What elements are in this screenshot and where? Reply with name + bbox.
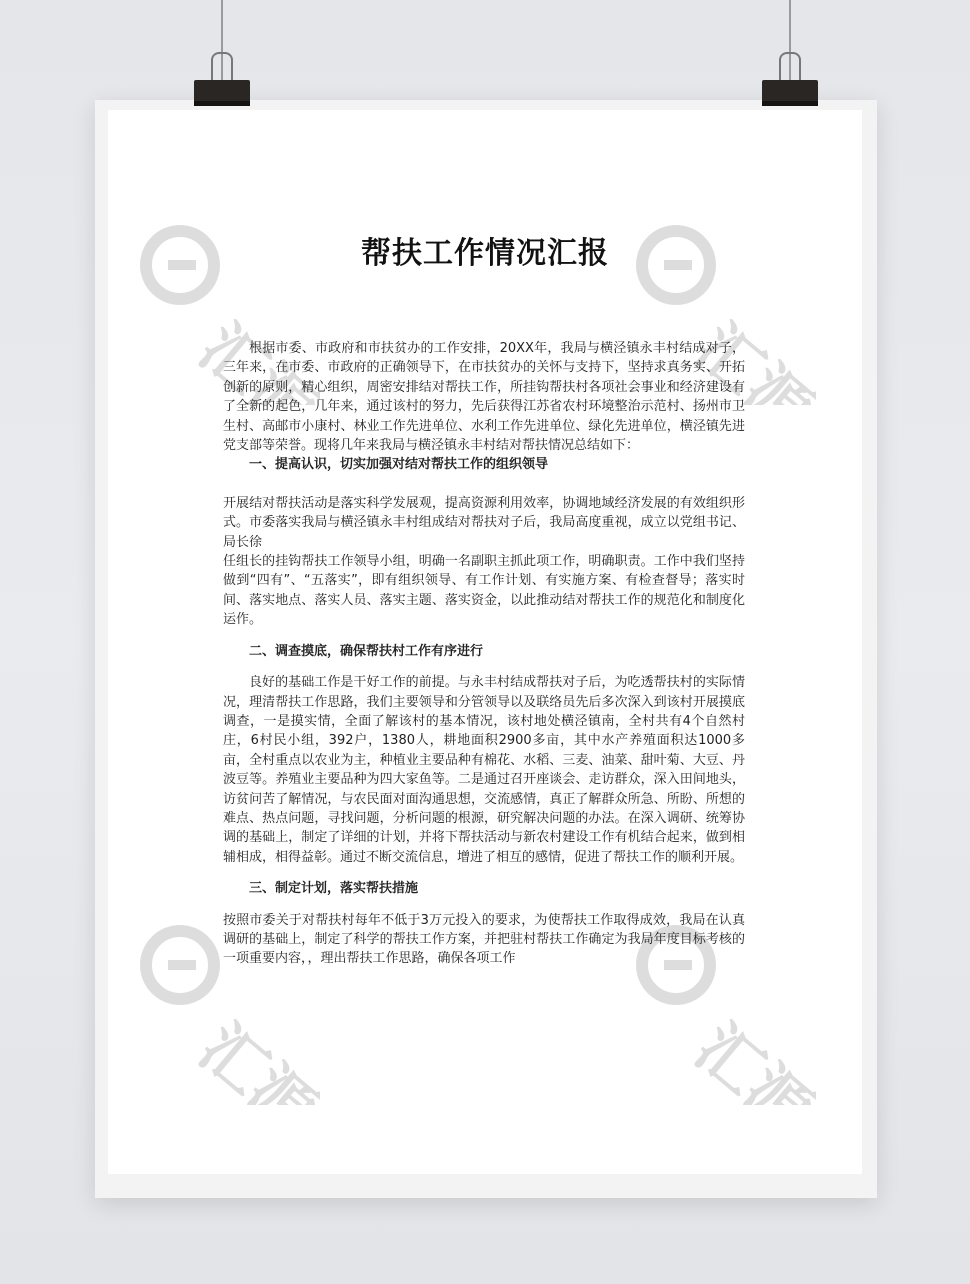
spacer	[223, 899, 745, 911]
section-3-heading: 三、制定计划，落实帮扶措施	[249, 881, 419, 897]
section-1-paragraph-1: 开展结对帮扶活动是落实科学发展观，提高资源利用效率，协调地域经济发展的有效组织形式。市委落实我局与横泾镇永丰村组成结对帮扶对子后，我局高度重视，成立以党组书记、局长徐	[223, 495, 745, 550]
spacer	[223, 475, 745, 494]
section-2-paragraph-1: 良好的基础工作是干好工作的前提。与永丰村结成帮扶对子后，为吃透帮扶村的实际情况，理清帮扶工作思路，我们主要领导和分管领导以及联络员先后多次深入到该村开展摸底调查，一是摸实情，全面了解该村的基本情况，该村地处横泾镇南，全村共有4个自然村庄，6村民小组，392户，1380人，耕地面积2900多亩，其中水产养殖面积达1000多亩，全村重点以农业为主，种植业主要品种有棉花、水稻、三麦、油菜、甜叶菊、大豆、丹波豆等。养殖业主要品种为四大家鱼等。二是通过召开座谈会、走访群众，深入田间地头，访贫问苦了解情况，与农民面对面沟通思想，交流感情，真正了解群众所急、所盼、所想的难点、热点问题，寻找问题，分析问题的根源，研究解决问题的办法。在深入调研、统筹协调的基础上，制定了详细的计划，并将下帮扶活动与新农村建设工作有机结合起来，做到相辅相成，相得益彰。通过不断交流信息，增进了相互的感情，促进了帮扶工作的顺利开展。	[223, 675, 745, 865]
section-2-heading: 二、调查摸底，确保帮扶村工作有序进行	[249, 643, 484, 659]
binder-clip-right-icon	[762, 80, 818, 106]
watermark-text-2: 汇源	[681, 310, 816, 405]
spacer	[223, 661, 745, 673]
section-3-paragraph-1: 按照市委关于对帮扶村每年不低于3万元投入的要求，为使帮扶工作取得成效，我局在认真调研的基础上，制定了科学的帮扶工作方案，并把驻村帮扶工作确定为我局年度目标考核的一项重要内容，，理出帮扶工作思路，确保各项工作	[223, 912, 745, 967]
section-1-heading: 一、提高认识，切实加强对结对帮扶工作的组织领导	[249, 457, 549, 473]
document-title: 帮扶工作情况汇报	[361, 236, 609, 271]
watermark-text-4: 汇源	[681, 1010, 816, 1105]
section-1-paragraph-2: 任组长的挂钩帮扶工作领导小组，明确一名副职主抓此项工作，明确职责。工作中我们坚持做到“四有”、“五落实”，即有组织领导、有工作计划、有实施方案、有检查督导；落实时间、落实地点、落实人员、落实主题、落实资金，以此推动结对帮扶工作的规范化和制度化运作。	[223, 554, 745, 628]
watermark-text-1: 汇源	[185, 310, 320, 405]
spacer	[223, 630, 745, 642]
document-body	[223, 339, 745, 969]
spacer	[223, 867, 745, 879]
watermark-text-3: 汇源	[185, 1010, 320, 1105]
binder-clip-left-icon	[194, 80, 250, 106]
intro-paragraph: 根据市委、市政府和市扶贫办的工作安排，20XX年，我局与横泾镇永丰村结成对子，三年来，在市委、市政府的正确领导下，在市扶贫办的关怀与支持下，坚持求真务实、开拓创新的原则，精心组织，周密安排结对帮扶工作，所挂钩帮扶村各项社会事业和经济建设有了全新的起色，几年来，通过该村的努力，先后获得江苏省农村环境整治示范村、扬州市卫生村、高邮市小康村、林业工作先进单位、水利工作先进单位、绿化先进单位，横泾镇先进党支部等荣誉。现将几年来我局与横泾镇永丰村结对帮扶情况总结如下：	[223, 341, 745, 454]
